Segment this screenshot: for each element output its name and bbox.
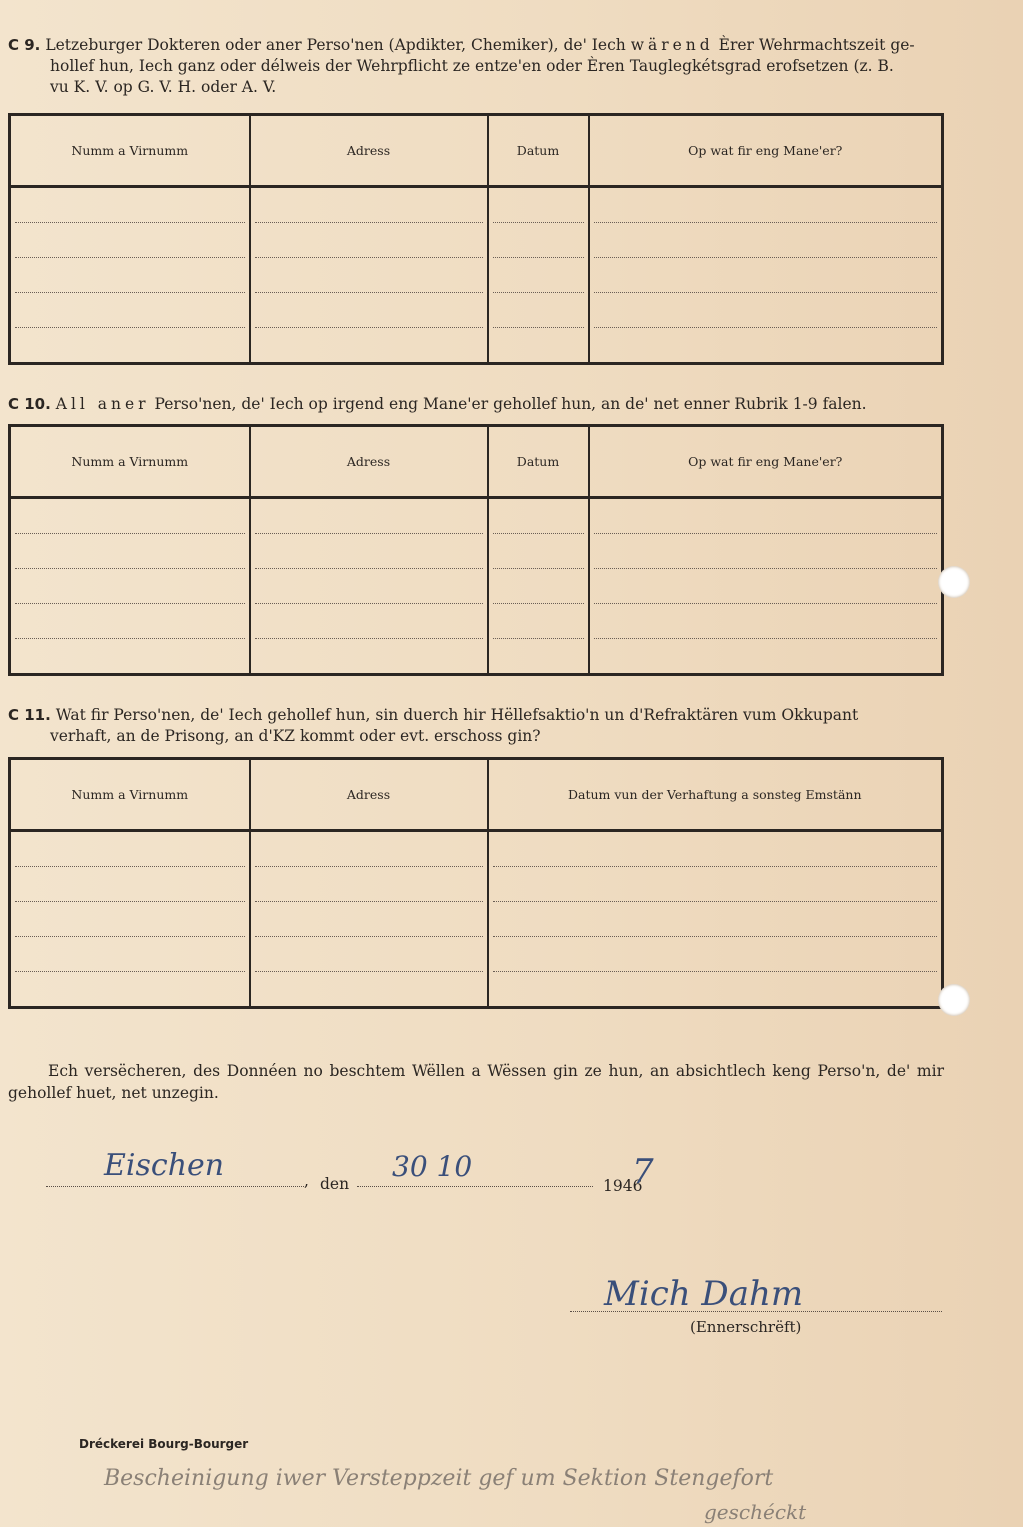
question-text: vu K. V. op G. V. H. oder A. V. — [50, 78, 277, 96]
place-handwritten[interactable]: Eischen — [104, 1148, 225, 1183]
question-text: verhaft, an de Prisong, an d'KZ kommt oder evt. erschoss gin? — [50, 727, 541, 745]
column-header: Numm a Virnumm — [10, 115, 250, 187]
den-label: den — [320, 1175, 350, 1193]
place-field-line — [46, 1186, 304, 1187]
blank-cell[interactable] — [10, 498, 250, 675]
column-header: Datum vun der Verhaftung a sonsteg Emstänn — [488, 759, 943, 831]
spaced-word: All aner — [55, 395, 150, 413]
column-header: Adress — [250, 759, 488, 831]
signature-label: (Ennerschrëft) — [690, 1318, 802, 1336]
question-text: hollef hun, Iech ganz oder délweis der Wehrpflicht ze entze'en oder Èren Tauglegkétsgrad erofsetzen (z. B. — [50, 57, 894, 75]
blank-cell[interactable] — [589, 498, 943, 675]
pencil-note-line1: Bescheinigung iwer Versteppzeit gef um Sektion Stengefort — [104, 1466, 774, 1491]
blank-cell[interactable] — [250, 498, 488, 675]
date-field-line — [357, 1186, 593, 1187]
signature-handwritten[interactable]: Mich Dahm — [604, 1274, 804, 1314]
question-text: Èrer Wehrmachtszeit ge- — [718, 36, 915, 54]
spaced-word: wärend — [630, 36, 714, 54]
column-header: Numm a Virnumm — [10, 426, 250, 498]
question-number: C 11. — [8, 706, 51, 724]
comma: , — [304, 1172, 309, 1190]
blank-cell[interactable] — [488, 831, 943, 1008]
printer-imprint: Dréckerei Bourg-Bourger — [79, 1437, 249, 1451]
column-header: Adress — [250, 115, 488, 187]
question-text: Wat fir Perso'nen, de' Iech gehollef hun, sin duerch hir Hëllefsaktio'n un d'Refraktären vum Okkupant — [55, 706, 859, 724]
punch-hole — [938, 566, 970, 598]
question-c9 — [8, 35, 944, 98]
blank-cell[interactable] — [250, 187, 488, 364]
question-number: C 9. — [8, 36, 41, 54]
punch-hole — [938, 984, 970, 1016]
column-header: Numm a Virnumm — [10, 759, 250, 831]
question-c11 — [8, 705, 944, 747]
column-header: Datum — [488, 426, 589, 498]
blank-cell[interactable] — [10, 187, 250, 364]
question-c10 — [8, 394, 944, 415]
column-header: Op wat fir eng Mane'er? — [589, 115, 943, 187]
table-c9 — [8, 113, 944, 365]
blank-cell[interactable] — [589, 187, 943, 364]
year-printed: 1946 — [603, 1177, 643, 1195]
year-correction: 7 — [632, 1152, 654, 1192]
column-header: Adress — [250, 426, 488, 498]
blank-cell[interactable] — [488, 187, 589, 364]
blank-cell[interactable] — [10, 831, 250, 1008]
table-c11 — [8, 757, 944, 1009]
declaration-text: Ech versëcheren, des Donnéen no beschtem Wëllen a Wëssen gin ze hun, an absichtlech keng Perso'n, de' mir gehollef huet, net unzegin. — [8, 1062, 944, 1102]
table-c10 — [8, 424, 944, 676]
blank-cell[interactable] — [488, 498, 589, 675]
date-handwritten[interactable]: 30 10 — [392, 1150, 473, 1183]
column-header: Op wat fir eng Mane'er? — [589, 426, 943, 498]
column-header: Datum — [488, 115, 589, 187]
pencil-note-line2: geschéckt — [704, 1500, 807, 1524]
blank-cell[interactable] — [250, 831, 488, 1008]
question-number: C 10. — [8, 395, 51, 413]
question-text: Letzeburger Dokteren oder aner Perso'nen (Apdikter, Chemiker), de' Iech — [45, 36, 626, 54]
question-text: Perso'nen, de' Iech op irgend eng Mane'er gehollef hun, an de' net enner Rubrik 1-9 falen. — [154, 395, 867, 413]
